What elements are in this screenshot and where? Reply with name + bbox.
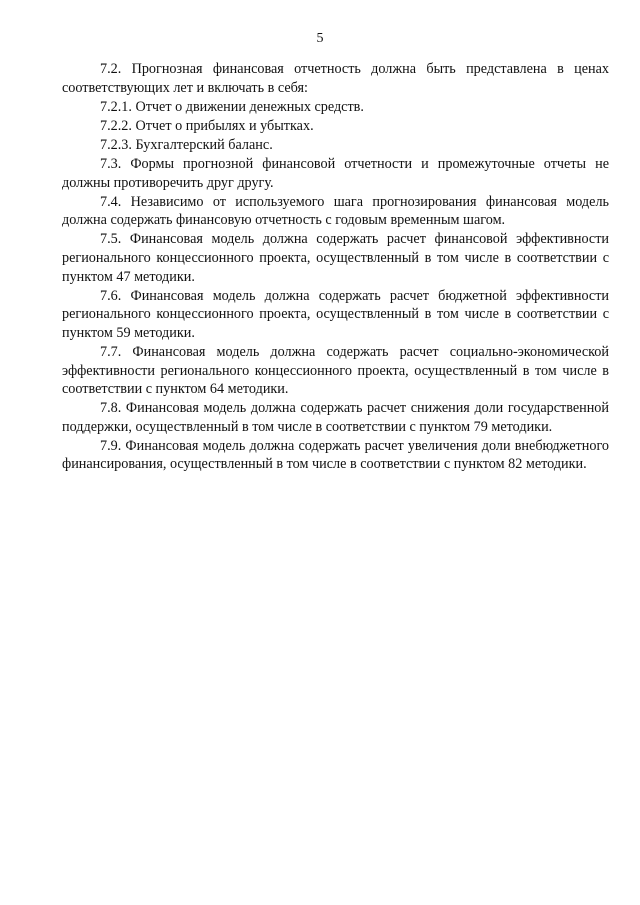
page-number: 5 [316, 31, 324, 46]
paragraph-7-9: 7.9. Финансовая модель должна содержать расчет увеличения доли внебюджетного финансирования, осуществленный в том числе в соответствии с пунктом 82 методики. [62, 437, 609, 473]
document-body [62, 60, 609, 475]
paragraph-7-4: 7.4. Независимо от используемого шага прогнозирования финансовая модель должна содержать финансовую отчетность с годовым временным шагом. [62, 193, 609, 229]
paragraph-7-2: 7.2. Прогнозная финансовая отчетность должна быть представлена в ценах соответствующих лет и включать в себя: [62, 61, 609, 96]
paragraph-7-6: 7.6. Финансовая модель должна содержать расчет бюджетной эффективности регионального концессионного проекта, осуществленный в том числе в соответствии с пунктом 59 методики. [62, 287, 609, 341]
paragraph-7-5: 7.5. Финансовая модель должна содержать расчет финансовой эффективности регионального концессионного проекта, осуществленный в том числе в соответствии с пунктом 47 методики. [62, 231, 609, 285]
paragraph-7-8: 7.8. Финансовая модель должна содержать расчет снижения доли государственной поддержки, осуществленный в том числе в соответствии с пунктом 79 методики. [62, 400, 609, 435]
paragraph-7-3: 7.3. Формы прогнозной финансовой отчетности и промежуточные отчеты не должны противоречить друг другу. [62, 155, 609, 191]
paragraph-7-2-1: 7.2.1. Отчет о движении денежных средств. [100, 98, 364, 115]
paragraph-7-2-3: 7.2.3. Бухгалтерский баланс. [100, 136, 273, 153]
paragraph-7-2-2: 7.2.2. Отчет о прибылях и убытках. [100, 117, 314, 134]
paragraph-7-7: 7.7. Финансовая модель должна содержать расчет социально-экономической эффективности регионального концессионного проекта, осуществленный в том числе в соответствии с пунктом 64 методики. [62, 343, 609, 398]
